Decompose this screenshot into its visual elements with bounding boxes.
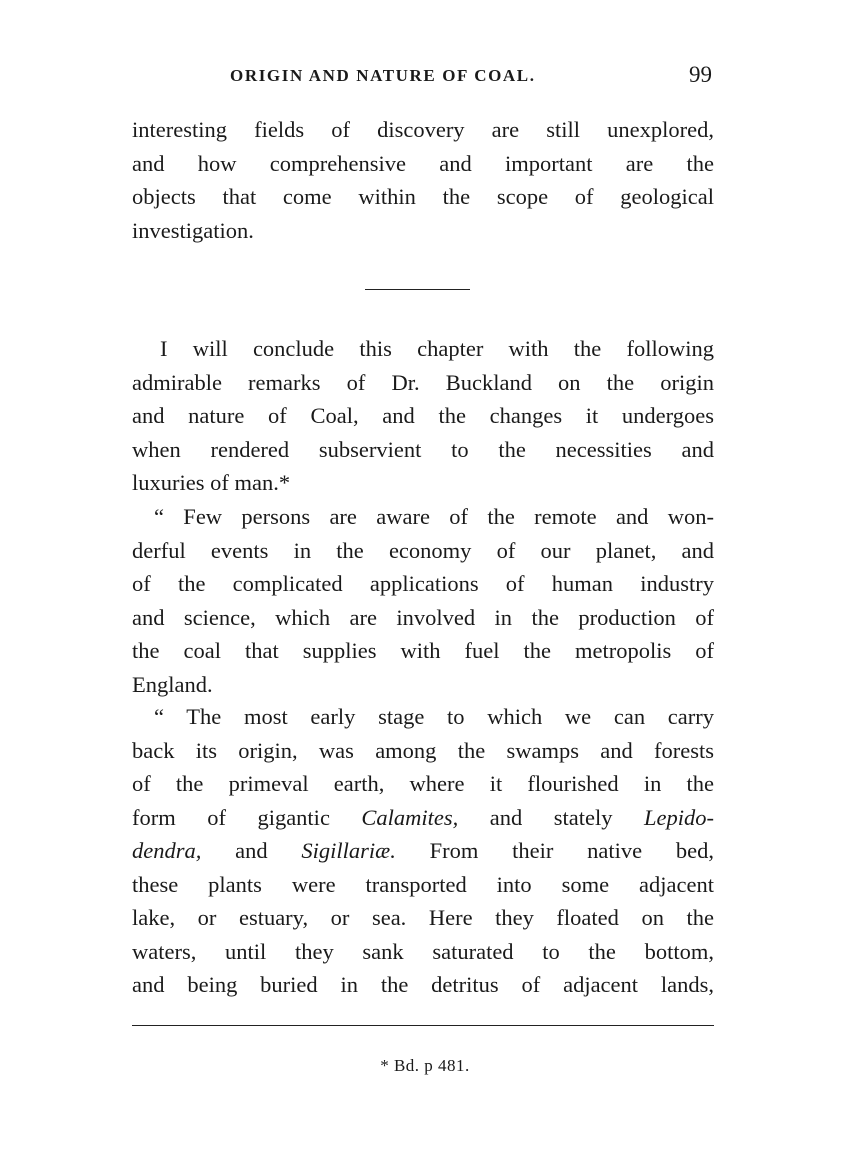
text-line: investigation.: [132, 217, 254, 243]
text-line: back its origin, was among the swamps and forests: [132, 737, 714, 763]
text-line: and being buried in the detritus of adjacent lands,: [132, 972, 714, 997]
paragraph-2: [132, 332, 714, 500]
text-line: these plants were transported into some adjacent: [132, 871, 714, 897]
text-line: [132, 801, 714, 835]
text-line: [132, 834, 714, 868]
text-line: “ Few persons are aware of the remote and won-: [154, 504, 714, 529]
running-title: ORIGIN AND NATURE OF COAL.: [230, 66, 536, 85]
text-line: the coal that supplies with fuel the metropolis of: [132, 638, 714, 663]
text-line: luxuries of man.*: [132, 470, 291, 495]
text-fragment: and stately: [458, 804, 644, 830]
italic-term: Lepido-: [644, 804, 714, 830]
text-line: admirable remarks of Dr. Buckland on the origin: [132, 369, 714, 395]
text-line: objects that come within the scope of geological: [132, 184, 714, 209]
text-line: I will conclude this chapter with the following: [160, 336, 714, 361]
paragraph-3: [132, 500, 714, 701]
text-line: when rendered subservient to the necessities and: [132, 436, 714, 462]
footnote-rule: [132, 1025, 714, 1026]
page-header: [130, 62, 712, 94]
text-fragment: and: [201, 838, 302, 863]
italic-term: Calamites,: [361, 804, 459, 830]
italic-term: Sigillariæ.: [301, 838, 396, 863]
italic-term: dendra,: [132, 838, 202, 863]
text-line: and nature of Coal, and the changes it undergoes: [132, 403, 714, 428]
page-number: 99: [689, 62, 712, 87]
text-line: and science, which are involved in the production of: [132, 604, 714, 630]
text-fragment: From their native bed,: [395, 838, 714, 863]
text-fragment: form of gigantic: [132, 804, 362, 830]
paragraph-4: [132, 700, 714, 1002]
text-line: of the primeval earth, where it flourished in the: [132, 771, 714, 796]
text-line: of the complicated applications of human industry: [132, 571, 714, 596]
text-line: “ The most early stage to which we can carry: [154, 704, 714, 729]
text-line: England.: [132, 671, 213, 697]
footnote: * Bd. p 481.: [380, 1056, 470, 1075]
text-line: lake, or estuary, or sea. Here they floated on the: [132, 905, 714, 930]
section-divider: [365, 289, 470, 290]
paragraph-1: [132, 113, 714, 247]
text-line: and how comprehensive and important are the: [132, 150, 714, 176]
text-line: derful events in the economy of our planet, and: [132, 537, 714, 563]
text-line: waters, until they sank saturated to the bottom,: [132, 938, 714, 964]
text-line: interesting fields of discovery are still unexplored,: [132, 117, 714, 142]
